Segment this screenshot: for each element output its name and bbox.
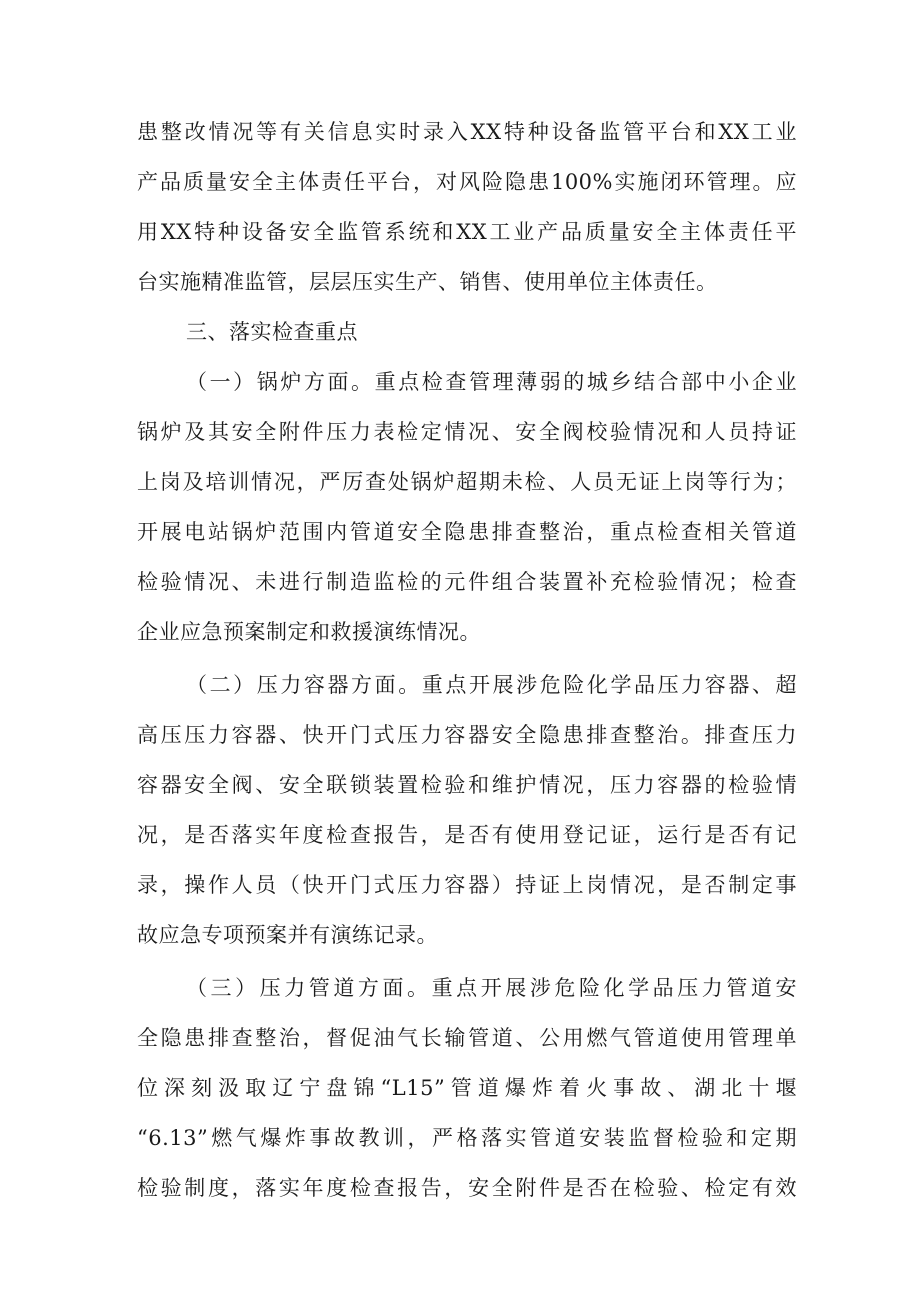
paragraph-first-line: （一）锅炉方面。重点检查管理薄弱的城乡结合部中小企业 [186, 370, 797, 394]
text-line: 台实施精准监管，层层压实生产、销售、使用单位主体责任。 [137, 270, 718, 294]
section-heading: 三、落实检查重点 [186, 320, 358, 344]
text-line: 上岗及培训情况，严厉查处锅炉超期未检、人员无证上岗等行为； [137, 470, 797, 494]
text-line: 位深刻汲取辽宁盘锦“L15”管道爆炸着火事故、湖北十堰 [137, 1076, 797, 1100]
text-line: 录，操作人员（快开门式压力容器）持证上岗情况，是否制定事 [137, 873, 797, 897]
text-line: 患整改情况等有关信息实时录入XX特种设备监管平台和XX工业 [137, 120, 797, 144]
paragraph-first-line: （三）压力管道方面。重点开展涉危险化学品压力管道安 [186, 976, 797, 1000]
text-line: 产品质量安全主体责任平台，对风险隐患100%实施闭环管理。应 [137, 170, 797, 194]
text-line: 开展电站锅炉范围内管道安全隐患排查整治，重点检查相关管道 [137, 520, 797, 544]
paragraph-first-line: （二）压力容器方面。重点开展涉危险化学品压力容器、超 [186, 673, 797, 697]
text-line: 锅炉及其安全附件压力表检定情况、安全阀校验情况和人员持证 [137, 420, 797, 444]
text-line: 检验情况、未进行制造监检的元件组合装置补充检验情况；检查 [137, 570, 797, 594]
text-line: 企业应急预案制定和救援演练情况。 [137, 620, 481, 644]
text-line: 检验制度，落实年度检查报告，安全附件是否在检验、检定有效 [137, 1176, 797, 1200]
text-line: 况，是否落实年度检查报告，是否有使用登记证，运行是否有记 [137, 823, 797, 847]
text-line: “6.13”燃气爆炸事故教训，严格落实管道安装监督检验和定期 [137, 1126, 797, 1150]
text-line: 故应急专项预案并有演练记录。 [137, 923, 438, 947]
text-line: 高压压力容器、快开门式压力容器安全隐患排查整治。排查压力 [137, 723, 797, 747]
text-line: 用XX特种设备安全监管系统和XX工业产品质量安全主体责任平 [137, 220, 797, 244]
text-line: 全隐患排查整治，督促油气长输管道、公用燃气管道使用管理单 [137, 1026, 797, 1050]
text-line: 容器安全阀、安全联锁装置检验和维护情况，压力容器的检验情 [137, 773, 797, 797]
